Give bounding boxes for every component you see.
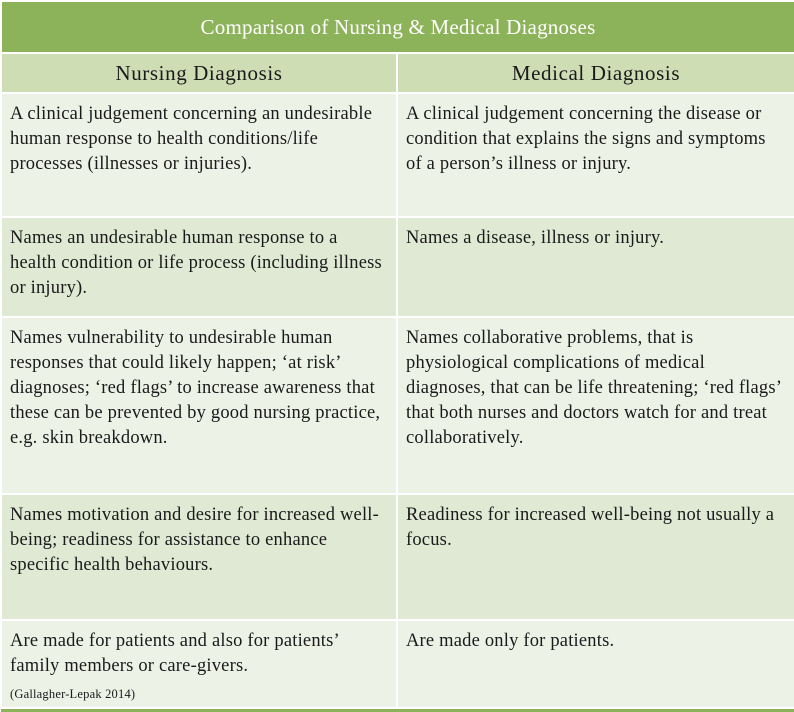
nursing-cell: A clinical judgement concerning an undesirable human response to health conditions/life processes (illnesses or injuries). [1,93,397,217]
table-row [1,620,794,708]
column-header-medical: Medical Diagnosis [397,53,794,93]
table-title: Comparison of Nursing & Medical Diagnoses [1,1,794,53]
medical-cell: Names a disease, illness or injury. [397,217,794,317]
bottom-bar-fill [1,708,794,712]
medical-cell: A clinical judgement concerning the disease or condition that explains the signs and symptoms of a person’s illness or injury. [397,93,794,217]
table-row [1,217,794,317]
nursing-cell [1,620,397,708]
medical-cell: Readiness for increased well-being not usually a focus. [397,494,794,620]
nursing-cell: Names an undesirable human response to a health condition or life process (including illness or injury). [1,217,397,317]
nursing-cell-text: Are made for patients and also for patients’ family members or care-givers. [10,630,339,676]
citation: (Gallagher-Lepak 2014) [10,686,136,701]
table-row [1,317,794,493]
bottom-bar [1,708,794,712]
column-header-nursing: Nursing Diagnosis [1,53,397,93]
table-row [1,494,794,620]
medical-cell: Are made only for patients. [397,620,794,708]
medical-cell: Names collaborative problems, that is physiological complications of medical diagnoses, that can be life threatening; ‘red flags’ that both nurses and doctors watch for and treat collaboratively. [397,317,794,493]
title-row [1,1,794,53]
nursing-cell: Names motivation and desire for increased well-being; readiness for assistance to enhance specific health behaviours. [1,494,397,620]
table-row [1,93,794,217]
nursing-cell: Names vulnerability to undesirable human responses that could likely happen; ‘at risk’ diagnoses; ‘red flags’ to increase awareness that these can be prevented by good nursing practice, e.g. skin breakdown. [1,317,397,493]
header-row [1,53,794,93]
